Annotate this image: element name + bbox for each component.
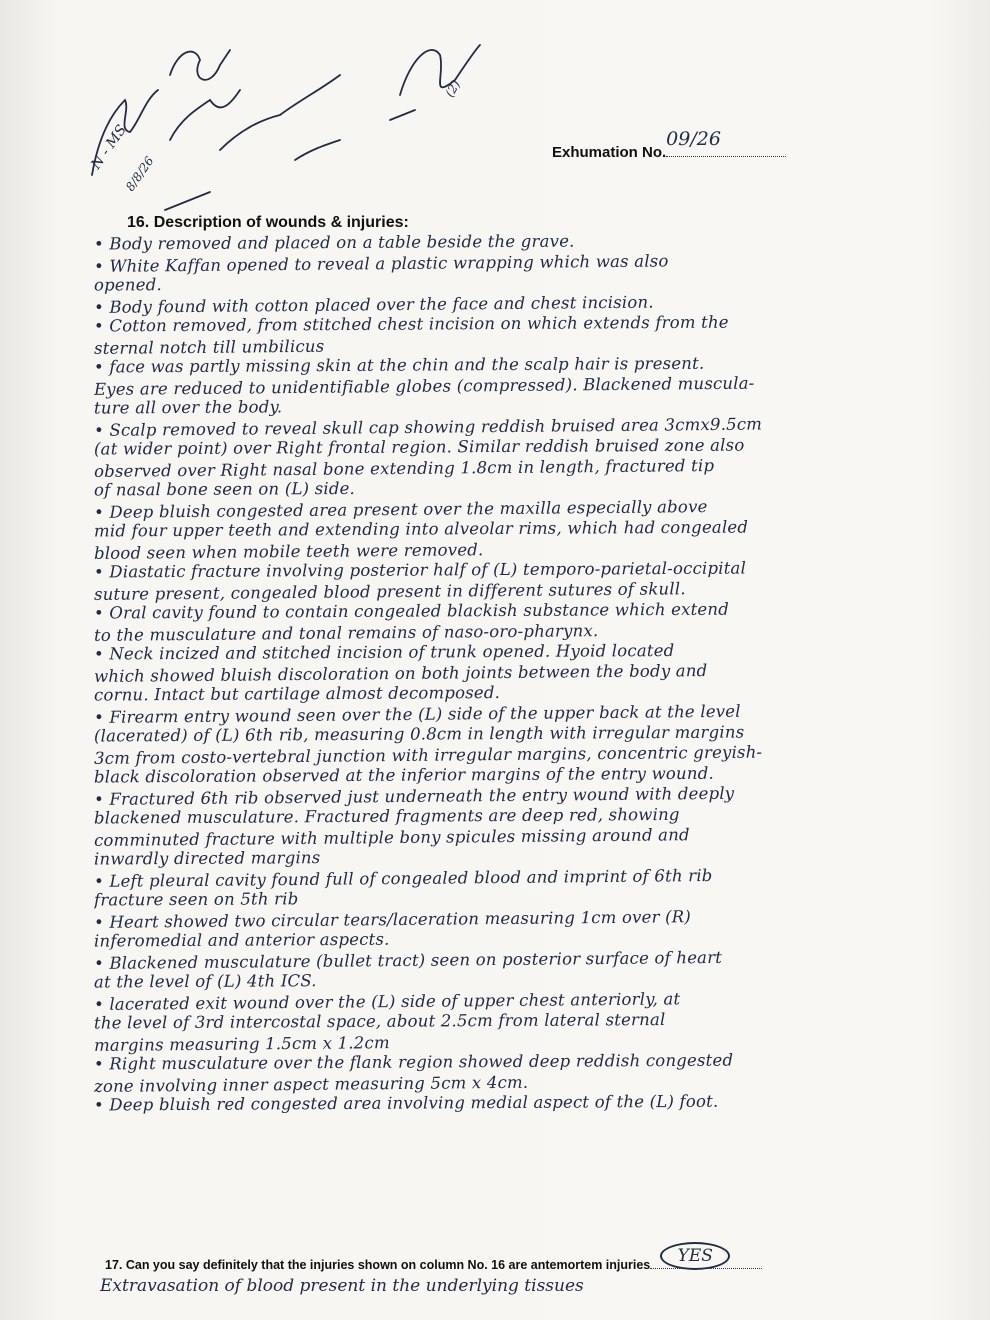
- signature-3: [170, 90, 240, 140]
- section-17-label: 17. Can you say definitely that the injuries shown on column No. 16 are antemortem injuries: [105, 1258, 651, 1272]
- signature-initials: N - MS: [88, 122, 130, 173]
- wound-line: Eyes are reduced to unidentifiable globes (compressed). Blackened muscula-: [93, 373, 755, 399]
- wound-line: opened.: [93, 275, 162, 295]
- wound-line: • Body found with cotton placed over the face and chest incision.: [93, 292, 654, 317]
- wound-line: suture present, congealed blood present in different sutures of skull.: [93, 578, 686, 604]
- wound-line: • Right musculature over the flank region showed deep reddish congested: [93, 1050, 734, 1074]
- section-17-question: [105, 1246, 762, 1272]
- section-17-note: Extravasation of blood present in the underlying tissues: [100, 1276, 584, 1296]
- wound-line: (lacerated) of (L) 6th rib, measuring 0.8cm in length with irregular margins: [93, 722, 745, 746]
- wound-line: • Deep bluish red congested area involving medial aspect of the (L) foot.: [93, 1091, 719, 1115]
- wound-line: margins measuring 1.5cm x 1.2cm: [93, 1032, 390, 1055]
- signature-4: [220, 75, 340, 150]
- wound-line: • Body removed and placed on a table beside the grave.: [93, 231, 575, 254]
- wound-description-lines: [94, 232, 914, 1114]
- wound-line: • Scalp removed to reveal skull cap showing reddish bruised area 3cmx9.5cm: [93, 414, 763, 440]
- wound-line: black discoloration observed at the inferior margins of the entry wound.: [93, 763, 714, 787]
- wound-line: observed over Right nasal bone extending 1.8cm in length, fractured tip: [93, 455, 715, 481]
- wound-line: which showed bluish discoloration on both joints between the body and: [93, 660, 708, 686]
- wound-line: zone involving inner aspect measuring 5cm x 4cm.: [93, 1072, 529, 1096]
- wound-line: • Diastatic fracture involving posterior half of (L) temporo-parietal-occipital: [93, 558, 747, 582]
- section-16-heading: 16. Description of wounds & injuries:: [127, 214, 409, 231]
- wound-line: blood seen when mobile teeth were removed.: [93, 539, 484, 563]
- wound-line: • face was partly missing skin at the chin and the scalp hair is present.: [93, 353, 705, 377]
- wound-line: 3cm from costo-vertebral junction with irregular margins, concentric greyish-: [93, 742, 763, 768]
- exhumation-value: 09/26: [666, 128, 721, 150]
- wound-line: the level of 3rd intercostal space, about 2.5cm from lateral sternal: [93, 1010, 666, 1033]
- wound-line: • White Kaffan opened to reveal a plastic wrapping which was also: [93, 250, 669, 276]
- signature-2: [170, 50, 230, 80]
- wound-line: inferomedial and anterior aspects.: [93, 929, 390, 951]
- signatures-cluster: [70, 20, 510, 220]
- wound-line: • Fractured 6th rib observed just underneath the entry wound with deeply: [93, 783, 735, 809]
- wound-line: • Deep bluish congested area present over the maxilla especially above: [93, 496, 708, 522]
- circled-number: (2): [442, 77, 464, 100]
- wound-line: cornu. Intact but cartilage almost decomposed.: [93, 683, 501, 705]
- wound-line: • Neck incized and stitched incision of trunk opened. Hyoid located: [93, 640, 675, 664]
- signature-5: [295, 140, 340, 160]
- wound-line: fracture seen on 5th rib: [93, 889, 299, 910]
- wound-line: inwardly directed margins: [93, 848, 321, 869]
- wound-line: at the level of (L) 4th ICS.: [93, 971, 317, 992]
- signature-6: [400, 45, 480, 95]
- wound-line: of nasal bone seen on (L) side.: [93, 478, 356, 500]
- wound-line: • Left pleural cavity found full of congealed blood and imprint of 6th rib: [93, 865, 713, 891]
- exhumation-number-field: [552, 128, 786, 161]
- answer-yes-circled: YES: [660, 1242, 730, 1270]
- wound-line: ture all over the body.: [93, 397, 283, 418]
- wound-line: to the musculature and tonal remains of naso-oro-pharynx.: [93, 620, 599, 645]
- wound-line: sternal notch till umbilicus: [93, 336, 325, 358]
- wound-line: • Cotton removed, from stitched chest incision on which extends from the: [93, 312, 729, 336]
- wound-line: comminuted fracture with multiple bony spicules missing around and: [93, 824, 690, 850]
- wound-line: • Firearm entry wound seen over the (L) side of the upper back at the level: [93, 701, 741, 727]
- wound-line: blackened musculature. Fractured fragments are deep red, showing: [93, 804, 680, 828]
- exhumation-label: Exhumation No.: [552, 144, 667, 161]
- signature-date: 8/8/26: [122, 154, 157, 194]
- wound-line: • Blackened musculature (bullet tract) seen on posterior surface of heart: [93, 947, 723, 973]
- wound-line: • Oral cavity found to contain congealed blackish substance which extend: [93, 599, 730, 623]
- wound-line: • Heart showed two circular tears/laceration measuring 1cm over (R): [93, 906, 692, 932]
- wound-line: • lacerated exit wound over the (L) side of upper chest anteriorly, at: [93, 988, 681, 1014]
- wound-line: (at wider point) over Right frontal region. Similar reddish bruised zone also: [93, 435, 745, 459]
- wound-line: mid four upper teeth and extending into alveolar rims, which had congealed: [93, 517, 749, 541]
